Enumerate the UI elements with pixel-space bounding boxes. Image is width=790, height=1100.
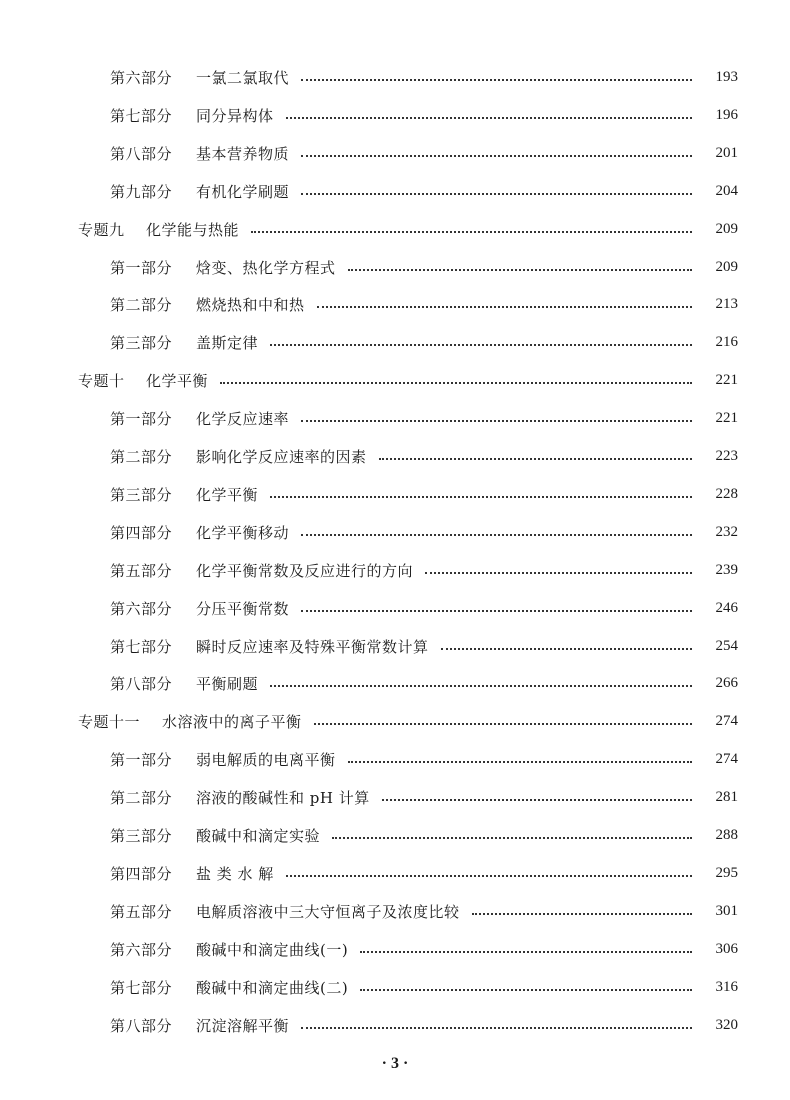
page-number: 274 (715, 712, 738, 729)
dot-leader (317, 306, 692, 308)
section-number: 第一部分 (110, 258, 173, 277)
section-number: 第二部分 (110, 295, 173, 314)
page-number: 239 (715, 561, 738, 578)
dot-leader (382, 799, 692, 801)
section-number: 第二部分 (110, 447, 173, 466)
section-title: 化学反应速率 (196, 409, 290, 428)
section-number: 第八部分 (110, 1016, 173, 1035)
section-number: 第六部分 (110, 599, 173, 618)
page-number: 209 (715, 220, 738, 237)
page-number: 316 (715, 978, 738, 995)
section-title: 酸碱中和滴定曲线(一) (196, 940, 349, 959)
dot-leader (270, 496, 692, 498)
toc-section-row (0, 861, 790, 885)
section-number: 第三部分 (110, 333, 173, 352)
section-title: 酸碱中和滴定曲线(二) (196, 978, 349, 997)
dot-leader (286, 117, 692, 119)
page-number-footer: · 3 · (381, 1055, 409, 1072)
chapter-number: 专题九 (78, 220, 125, 239)
section-title: 影响化学反应速率的因素 (196, 447, 367, 466)
page-number: 320 (715, 1016, 738, 1033)
chapter-title: 水溶液中的离子平衡 (162, 712, 302, 731)
toc-section-row (0, 255, 790, 279)
toc-section-row (0, 520, 790, 544)
section-title: 基本营养物质 (196, 144, 290, 163)
toc-chapter-row (0, 709, 790, 733)
section-title: 弱电解质的电离平衡 (196, 750, 336, 769)
toc-chapter-row (0, 368, 790, 392)
section-title: 溶液的酸碱性和 pH 计算 (196, 788, 370, 807)
page-number: 221 (715, 371, 738, 388)
dot-leader (301, 420, 692, 422)
toc-section-row (0, 899, 790, 923)
page-number: 295 (715, 864, 738, 881)
section-title: 燃烧热和中和热 (196, 295, 305, 314)
page-number: 246 (715, 599, 738, 616)
dot-leader (301, 534, 692, 536)
section-number: 第八部分 (110, 144, 173, 163)
section-number: 第七部分 (110, 106, 173, 125)
page-number: 232 (715, 523, 738, 540)
section-number: 第一部分 (110, 409, 173, 428)
section-title: 同分异构体 (196, 106, 274, 125)
page-number: 196 (715, 106, 738, 123)
section-number: 第六部分 (110, 940, 173, 959)
section-number: 第一部分 (110, 750, 173, 769)
page-number: 254 (715, 637, 738, 654)
chapter-number: 专题十一 (78, 712, 141, 731)
page-number: 274 (715, 750, 738, 767)
section-title: 酸碱中和滴定实验 (196, 826, 321, 845)
dot-leader (286, 875, 692, 877)
toc-section-row (0, 671, 790, 695)
toc-section-row (0, 747, 790, 771)
dot-leader (301, 79, 692, 81)
dot-leader (220, 382, 692, 384)
page-number: 228 (715, 485, 738, 502)
dot-leader (270, 344, 692, 346)
section-title: 化学平衡移动 (196, 523, 290, 542)
section-number: 第八部分 (110, 674, 173, 693)
page-number: 221 (715, 409, 738, 426)
toc-section-row (0, 330, 790, 354)
dot-leader (348, 761, 692, 763)
page-number: 306 (715, 940, 738, 957)
toc-section-row (0, 406, 790, 430)
page-number: 216 (715, 333, 738, 350)
dot-leader (301, 1027, 692, 1029)
dot-leader (301, 155, 692, 157)
section-number: 第七部分 (110, 637, 173, 656)
toc-section-row (0, 785, 790, 809)
dot-leader (270, 685, 692, 687)
section-title: 分压平衡常数 (196, 599, 290, 618)
page-number: 281 (715, 788, 738, 805)
toc-section-row (0, 103, 790, 127)
section-title: 化学平衡 (196, 485, 259, 504)
dot-leader (301, 610, 692, 612)
page-number: 204 (715, 182, 738, 199)
dot-leader (251, 231, 692, 233)
section-title: 一氯二氯取代 (196, 68, 290, 87)
section-number: 第四部分 (110, 864, 173, 883)
dot-leader (472, 913, 692, 915)
dot-leader (360, 989, 692, 991)
section-number: 第七部分 (110, 978, 173, 997)
dot-leader (348, 269, 692, 271)
section-title: 化学平衡常数及反应进行的方向 (196, 561, 414, 580)
chapter-title: 化学能与热能 (146, 220, 240, 239)
toc-section-row (0, 596, 790, 620)
page-number: 288 (715, 826, 738, 843)
toc-section-row (0, 975, 790, 999)
section-title: 电解质溶液中三大守恒离子及浓度比较 (196, 902, 460, 921)
section-number: 第九部分 (110, 182, 173, 201)
section-title: 盐 类 水 解 (196, 864, 274, 883)
toc-section-row (0, 937, 790, 961)
toc-section-row (0, 823, 790, 847)
section-number: 第五部分 (110, 902, 173, 921)
page-number: 213 (715, 295, 738, 312)
page-number: 223 (715, 447, 738, 464)
section-title: 平衡刷题 (196, 674, 259, 693)
toc-chapter-row (0, 217, 790, 241)
section-title: 有机化学刷题 (196, 182, 290, 201)
toc-section-row (0, 141, 790, 165)
dot-leader (301, 193, 692, 195)
page-number: 266 (715, 674, 738, 691)
toc-section-row (0, 444, 790, 468)
toc-section-row (0, 179, 790, 203)
section-title: 瞬时反应速率及特殊平衡常数计算 (196, 637, 429, 656)
toc-section-row (0, 1013, 790, 1037)
toc-section-row (0, 292, 790, 316)
page-number: 209 (715, 258, 738, 275)
page-number: 193 (715, 68, 738, 85)
toc-section-row (0, 558, 790, 582)
section-title: 焓变、热化学方程式 (196, 258, 336, 277)
section-number: 第三部分 (110, 485, 173, 504)
section-number: 第五部分 (110, 561, 173, 580)
chapter-title: 化学平衡 (146, 371, 209, 390)
dot-leader (379, 458, 692, 460)
dot-leader (314, 723, 692, 725)
section-title: 沉淀溶解平衡 (196, 1016, 290, 1035)
page-number: 201 (715, 144, 738, 161)
section-number: 第六部分 (110, 68, 173, 87)
dot-leader (425, 572, 692, 574)
toc-section-row (0, 65, 790, 89)
section-number: 第二部分 (110, 788, 173, 807)
section-number: 第四部分 (110, 523, 173, 542)
section-number: 第三部分 (110, 826, 173, 845)
toc-section-row (0, 634, 790, 658)
chapter-number: 专题十 (78, 371, 125, 390)
toc-section-row (0, 482, 790, 506)
dot-leader (441, 648, 692, 650)
page-number: 301 (715, 902, 738, 919)
dot-leader (360, 951, 692, 953)
dot-leader (332, 837, 692, 839)
section-title: 盖斯定律 (196, 333, 259, 352)
